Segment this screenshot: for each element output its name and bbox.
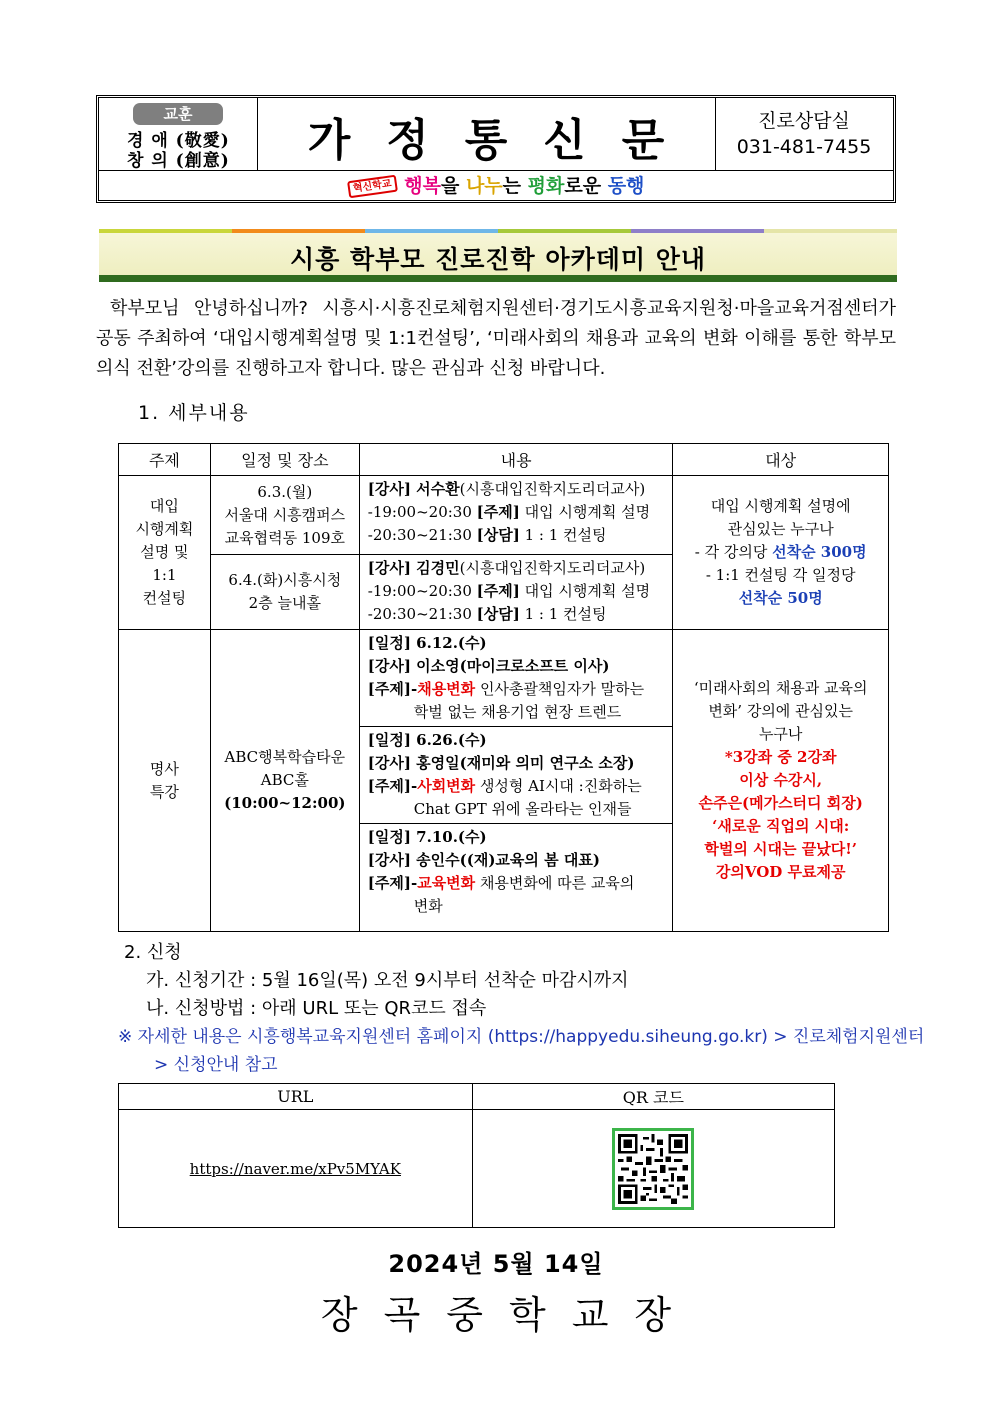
benefit-line: *3강좌 중 2강좌 bbox=[724, 748, 837, 766]
qr-cell bbox=[472, 1110, 834, 1228]
details-table bbox=[118, 443, 889, 932]
schedule-2 bbox=[210, 555, 359, 630]
target-line: 관심있는 누구나 bbox=[727, 520, 834, 538]
consult-text: 1 : 1 컨설팅 bbox=[519, 526, 607, 544]
topic-line: 시행계획 bbox=[135, 520, 194, 538]
slogan bbox=[404, 175, 644, 197]
motto-cell bbox=[99, 98, 258, 170]
topic-dash: - bbox=[410, 777, 418, 795]
content-1 bbox=[359, 476, 673, 555]
office-name: 진로상담실 bbox=[758, 110, 850, 132]
speaker-role: (시흥대입진학지도리더교사) bbox=[459, 480, 646, 498]
lecture-speaker: [강사] 이소영(마이크로소프트 이사) bbox=[367, 657, 610, 675]
topic-label: [주제] bbox=[476, 582, 520, 600]
motto-badge: 교훈 bbox=[133, 103, 223, 125]
apply-url-link[interactable]: https://naver.me/xPv5MYAK bbox=[189, 1160, 401, 1178]
schedule-line: 2층 늘내홀 bbox=[248, 594, 321, 612]
topic-admission bbox=[119, 476, 211, 630]
target-line: - 각 강의당 bbox=[694, 543, 773, 561]
slogan-part: 는 bbox=[502, 175, 528, 197]
topic-dash: - bbox=[410, 680, 418, 698]
topic-line: 설명 및 bbox=[140, 543, 189, 561]
slogan-part: 로운 bbox=[564, 175, 608, 197]
slogan-part: 을 bbox=[440, 175, 466, 197]
topic-line: 대입 bbox=[149, 497, 179, 515]
section-2-title: 2. 신청 bbox=[124, 942, 182, 963]
banner-underline bbox=[99, 275, 897, 282]
table-row bbox=[119, 476, 889, 555]
target-special-lecture bbox=[673, 630, 889, 932]
schedule-line: 서울대 시흥캠퍼스 bbox=[224, 505, 346, 524]
slogan-row bbox=[99, 170, 893, 202]
issue-date: 2024년 5월 14일 bbox=[388, 1250, 604, 1278]
topic-label: [주제] bbox=[367, 874, 411, 892]
lecture-desc: 학벌 없는 채용기업 현장 트렌드 bbox=[413, 703, 622, 721]
innovation-school-stamp-icon: 혁신학교 bbox=[347, 175, 398, 199]
lecture-2 bbox=[359, 727, 673, 824]
slogan-part: 동행 bbox=[607, 175, 645, 197]
col-header-topic: 주제 bbox=[119, 444, 211, 476]
section-1-title: 1. 세부내용 bbox=[138, 402, 250, 424]
schedule-line: 6.3.(월) bbox=[257, 482, 313, 501]
benefit-line: 강의VOD 무료제공 bbox=[715, 863, 846, 881]
benefit-line: ‘새로운 직업의 시대: bbox=[712, 817, 850, 835]
lecture-desc: Chat GPT 위에 올라타는 인재들 bbox=[413, 800, 632, 818]
lecture-1 bbox=[359, 630, 673, 727]
topic-special-lecture bbox=[119, 630, 211, 932]
lecture-date: [일정] 6.12.(수) bbox=[367, 634, 487, 652]
banner-title: 시흥 학부모 진로진학 아카데미 안내 bbox=[289, 245, 707, 274]
schedule-3 bbox=[210, 630, 359, 932]
col-header-target: 대상 bbox=[673, 444, 889, 476]
lecture-date: [일정] 6.26.(수) bbox=[367, 731, 487, 749]
lecture-speaker: [강사] 송인수((재)교육의 봄 대표) bbox=[367, 851, 600, 869]
topic-line: 특강 bbox=[149, 782, 179, 801]
consult-label: [상담] bbox=[476, 605, 520, 623]
topic-label: [주제] bbox=[476, 503, 520, 521]
lecture-date: [일정] 7.10.(수) bbox=[367, 828, 487, 846]
consult-text: 1 : 1 컨설팅 bbox=[519, 605, 607, 623]
principal-signature: 장곡중학교장 bbox=[320, 1293, 698, 1337]
topic-label: [주제] bbox=[367, 777, 411, 795]
lecture-desc: 채용변화에 따른 교육의 bbox=[475, 874, 635, 892]
schedule-time: (10:00~12:00) bbox=[224, 794, 346, 812]
apply-table bbox=[118, 1083, 835, 1228]
benefit-line: 이상 수강시, bbox=[739, 771, 823, 789]
homepage-note-continued: > 신청안내 참고 bbox=[154, 1055, 278, 1075]
lecture-speaker: [강사] 홍영일(재미와 의미 연구소 소장) bbox=[367, 754, 635, 772]
intro-text: 학부모님 안녕하십니까? 시흥시·시흥진로체험지원센터·경기도시흥교육지원청·마을교육거점센터가 공동 주최하여 ‘대입시행계획설명 및 1:1컨설팅’, ‘미래사회의 채용과 교육의 변화 이해를 통한 학부모 의식 전환’강의를 진행하고자 합니다. 많은 관심과 신청 바랍니다. bbox=[96, 298, 896, 379]
apply-table-row bbox=[119, 1110, 835, 1228]
slogan-part: 나누 bbox=[465, 175, 503, 197]
apply-period: 가. 신청기간 : 5월 16일(목) 오전 9시부터 선착순 마감시까지 bbox=[146, 970, 629, 991]
apply-method: 나. 신청방법 : 아래 URL 또는 QR코드 접속 bbox=[146, 998, 487, 1019]
motto-line-1: 경 애 (敬愛) bbox=[127, 131, 230, 151]
target-line: 변화’ 강의에 관심있는 bbox=[708, 702, 854, 720]
contact-cell bbox=[715, 98, 893, 170]
lecture-theme: 채용변화 bbox=[417, 680, 476, 698]
target-line: 대입 시행계획 설명에 bbox=[710, 497, 851, 515]
target-line: ‘미래사회의 채용과 교육의 bbox=[693, 679, 868, 697]
url-cell bbox=[119, 1110, 473, 1228]
schedule-line: 교육협력동 109호 bbox=[224, 528, 345, 547]
speaker-label: [강사] 김경민 bbox=[367, 559, 460, 577]
office-phone: 031-481-7455 bbox=[736, 136, 872, 158]
capacity-300: 선착순 300명 bbox=[772, 543, 867, 561]
lecture-theme: 교육변화 bbox=[417, 874, 476, 892]
header-top-row bbox=[99, 98, 893, 171]
topic-line: 명사 bbox=[149, 759, 179, 778]
apply-table-header bbox=[119, 1084, 835, 1110]
lecture-desc: 변화 bbox=[413, 897, 443, 915]
schedule-line: ABC홀 bbox=[260, 771, 309, 789]
lecture-3 bbox=[359, 824, 673, 932]
homepage-note: ※ 자세한 내용은 시흥행복교육지원센터 홈페이지 (https://happyedu.siheung.go.kr) > 진로체험지원센터 bbox=[118, 1027, 925, 1047]
target-admission bbox=[673, 476, 889, 630]
topic-dash: - bbox=[410, 874, 418, 892]
capacity-50: 선착순 50명 bbox=[738, 589, 823, 607]
qr-code-icon[interactable] bbox=[612, 1128, 694, 1210]
header-box bbox=[96, 95, 896, 203]
slogan-part: 행복 bbox=[404, 175, 441, 197]
topic-label: [주제] bbox=[367, 680, 411, 698]
lecture-theme: 사회변화 bbox=[417, 777, 476, 795]
topic-text: 대입 시행계획 설명 bbox=[519, 582, 651, 600]
consult-label: [상담] bbox=[476, 526, 520, 544]
target-line: - 1:1 컨설팅 각 일정당 bbox=[705, 566, 856, 584]
schedule-line: ABC행복학습타운 bbox=[224, 748, 346, 766]
topic-line: 컨설팅 bbox=[142, 589, 187, 607]
lecture-desc: 인사총괄책임자가 말하는 bbox=[475, 680, 645, 698]
time-range: -20:30~21:30 bbox=[367, 526, 477, 544]
benefit-line: 손주은(메가스터디 회장) bbox=[698, 794, 863, 812]
speaker-role: (시흥대입진학지도리더교사) bbox=[459, 559, 646, 577]
table-row bbox=[119, 630, 889, 727]
url-header: URL bbox=[119, 1084, 473, 1110]
topic-line: 1:1 bbox=[152, 566, 177, 584]
lecture-desc: 생성형 AI시대 :진화하는 bbox=[475, 777, 642, 795]
time-range: -19:00~20:30 bbox=[367, 503, 477, 521]
topic-text: 대입 시행계획 설명 bbox=[519, 503, 651, 521]
schedule-1 bbox=[210, 476, 359, 555]
qr-header: QR 코드 bbox=[472, 1084, 834, 1110]
target-line: 누구나 bbox=[758, 725, 803, 743]
section-banner bbox=[99, 233, 897, 277]
title-cell bbox=[257, 98, 716, 170]
time-range: -19:00~20:30 bbox=[367, 582, 477, 600]
slogan-part: 평화 bbox=[527, 175, 565, 197]
time-range: -20:30~21:30 bbox=[367, 605, 477, 623]
intro-paragraph bbox=[96, 294, 896, 384]
schedule-line: 6.4.(화)시흥시청 bbox=[228, 571, 342, 589]
content-2 bbox=[359, 555, 673, 630]
speaker-label: [강사] 서수환 bbox=[367, 480, 460, 498]
page-title: 가정통신문 bbox=[307, 115, 701, 166]
col-header-content: 내용 bbox=[359, 444, 673, 476]
benefit-line: 학벌의 시대는 끝났다!’ bbox=[704, 840, 858, 858]
motto-line-2: 창 의 (創意) bbox=[127, 151, 230, 171]
table-header-row bbox=[119, 444, 889, 476]
col-header-schedule: 일정 및 장소 bbox=[210, 444, 359, 476]
